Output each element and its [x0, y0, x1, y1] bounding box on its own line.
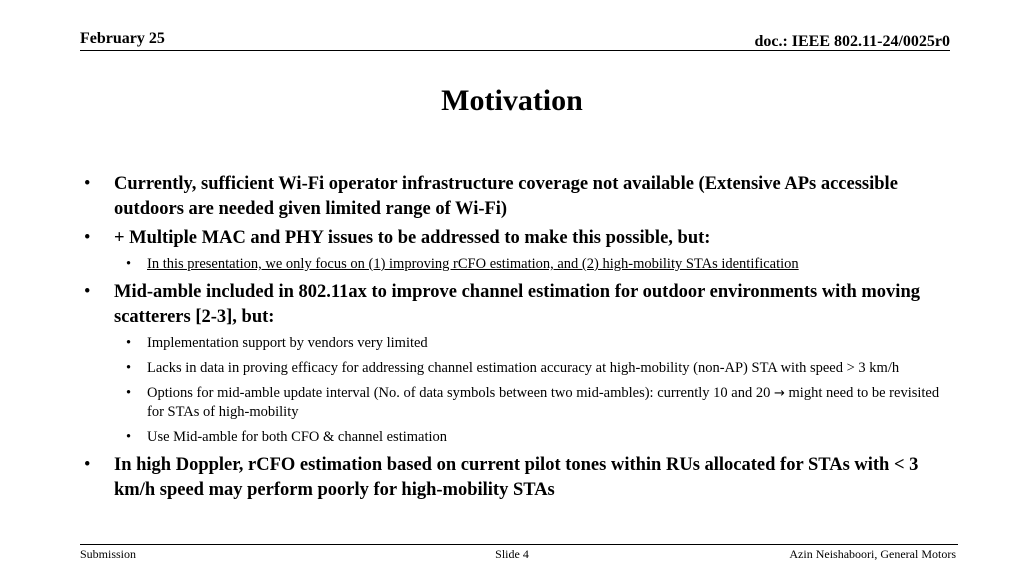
sub-bullet-3-1	[82, 334, 942, 352]
bullet-marker: •	[84, 228, 91, 248]
bullet-4	[82, 453, 942, 503]
bullet-2	[82, 226, 942, 251]
right-arrow-icon: →	[773, 386, 785, 401]
footer-slide-number: Slide 4	[495, 547, 529, 561]
bullet-2-text: + Multiple MAC and PHY issues to be addressed to make this possible, but:	[114, 228, 711, 248]
sub-bullet-3-1-text: Implementation support by vendors very limited	[147, 335, 428, 351]
bullet-marker: •	[84, 282, 91, 302]
sub-bullet-2-1-text: In this presentation, we only focus on (1) improving rCFO estimation, and (2) high-mobility STAs identification	[147, 256, 799, 272]
bullet-3	[82, 280, 942, 330]
sub-bullet-3-4	[82, 428, 942, 446]
sub-bullet-3-3-text: Options for mid-amble update interval (No. of data symbols between two mid-ambles): currently 10 and 20	[147, 385, 771, 401]
bullet-marker: •	[126, 385, 132, 401]
sub-bullet-3-3-continuation: might need to be revisited for STAs of high-mobility	[147, 385, 940, 420]
bullet-marker: •	[126, 429, 132, 445]
sub-bullet-3-4-text: Use Mid-amble for both CFO & channel estimation	[147, 429, 448, 445]
slide-body	[82, 172, 942, 507]
bullet-marker: •	[84, 455, 91, 475]
slide-title: Motivation	[441, 84, 583, 117]
bullet-1	[82, 172, 942, 222]
bullet-marker: •	[84, 174, 91, 194]
bullet-3-text: Mid-amble included in 802.11ax to improve channel estimation for outdoor environments with moving scatterers [2-3], but:	[114, 282, 920, 327]
header-divider	[80, 50, 950, 51]
bullet-marker: •	[126, 335, 132, 351]
sub-bullet-2-1	[82, 255, 942, 273]
sub-bullet-3-2	[82, 359, 942, 377]
sub-bullet-3-2-text: Lacks in data in proving efficacy for addressing channel estimation accuracy at high-mobility (non-AP) STA with speed > 3 km/h	[147, 360, 900, 376]
header-date: February 25	[80, 30, 165, 47]
footer-author: Azin Neishaboori, General Motors	[789, 547, 956, 561]
header-doc-id: doc.: IEEE 802.11-24/0025r0	[754, 33, 950, 50]
bullet-4-text: In high Doppler, rCFO estimation based on current pilot tones within RUs allocated for STAs with < 3 km/h speed may perform poorly for high-mobility STAs	[114, 455, 919, 500]
bullet-marker: •	[126, 256, 132, 272]
bullet-marker: •	[126, 360, 132, 376]
bullet-1-text: Currently, sufficient Wi-Fi operator infrastructure coverage not available (Extensive APs accessible outdoors are needed given limited range of Wi-Fi)	[114, 174, 898, 219]
footer-submission: Submission	[80, 547, 137, 561]
sub-bullet-3-3	[82, 384, 942, 421]
footer-divider	[80, 544, 958, 545]
